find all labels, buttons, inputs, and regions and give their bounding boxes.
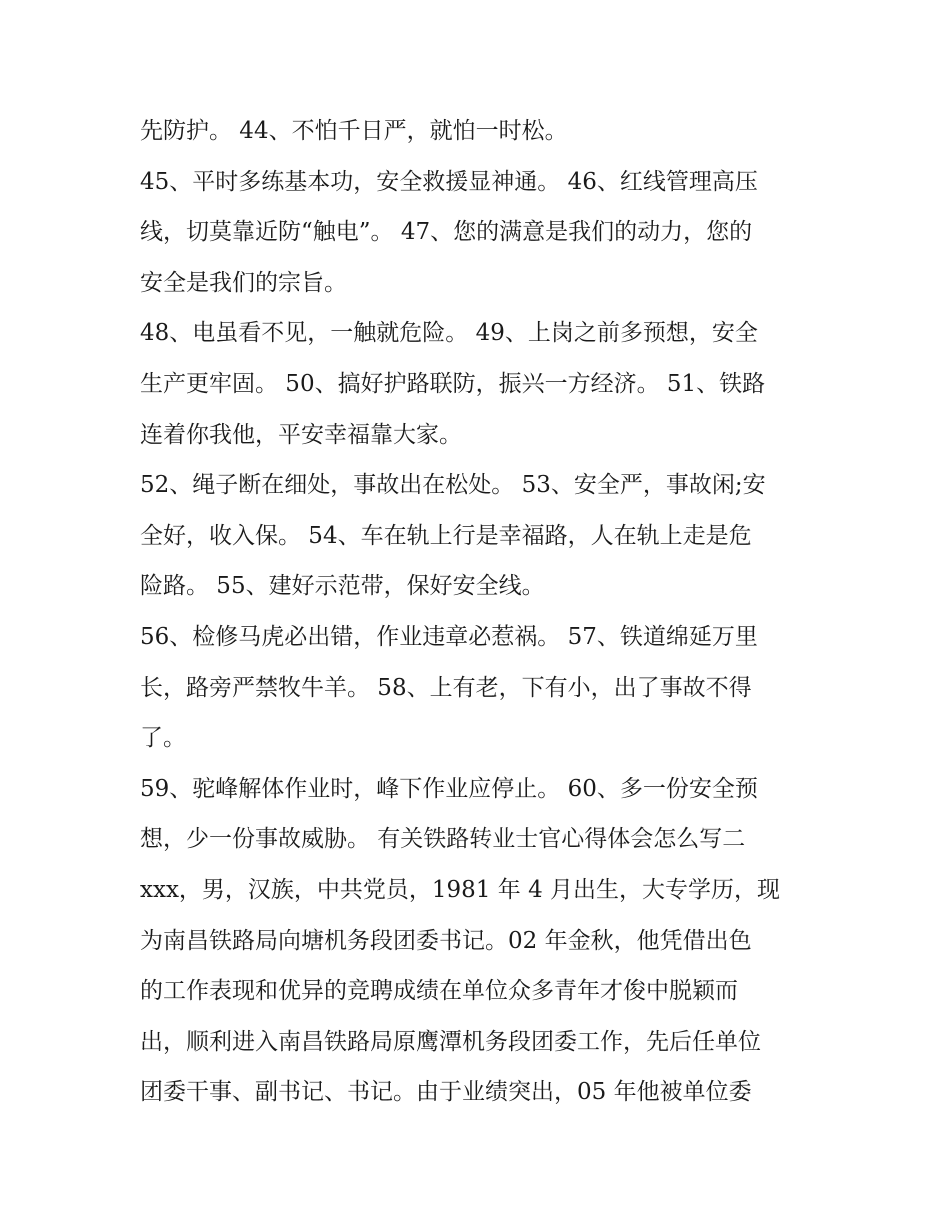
text-line: 想，少一份事故威胁。 有关铁路转业士官心得体会怎么写二 xyxy=(140,826,746,853)
text-line: 全好，收入保。 54、车在轨上行是幸福路，人在轨上走是危 xyxy=(140,522,752,549)
text-line: 了。 xyxy=(140,725,186,752)
text-line: 56、检修马虎必出错，作业违章必惹祸。 57、铁道绵延万里 xyxy=(140,623,758,650)
text-line: 安全是我们的宗旨。 xyxy=(140,269,347,296)
text-line: 出，顺利进入南昌铁路局原鹰潭机务段团委工作，先后任单位 xyxy=(140,1028,761,1055)
document-body xyxy=(140,109,820,1121)
text-line: 的工作表现和优异的竞聘成绩在单位众多青年才俊中脱颖而 xyxy=(140,978,738,1005)
text-line: 52、绳子断在细处，事故出在松处。 53、安全严，事故闲;安 xyxy=(140,472,766,499)
text-line: 连着你我他，平安幸福靠大家。 xyxy=(140,421,462,448)
text-line: 先防护。 44、不怕千日严，就怕一时松。 xyxy=(140,118,568,144)
text-line: 为南昌铁路局向塘机务段团委书记。02 年金秋，他凭借出色 xyxy=(140,927,752,954)
text-line: 48、电虽看不见，一触就危险。 49、上岗之前多预想，安全 xyxy=(140,320,758,347)
text-line: 长，路旁严禁牧牛羊。 58、上有老，下有小，出了事故不得 xyxy=(140,674,752,701)
text-line: 生产更牢固。 50、搞好护路联防，振兴一方经济。 51、铁路 xyxy=(140,370,766,397)
text-line: 59、驼峰解体作业时，峰下作业应停止。 60、多一份安全预 xyxy=(140,775,758,802)
text-line: 线，切莫靠近防“触电”。 47、您的满意是我们的动力，您的 xyxy=(140,219,753,246)
text-line: 团委干事、副书记、书记。由于业绩突出，05 年他被单位委 xyxy=(140,1079,752,1106)
text-line: xxx，男，汉族，中共党员，1981 年 4 月出生，大专学历，现 xyxy=(140,876,781,903)
text-line: 45、平时多练基本功，安全救援显神通。 46、红线管理高压 xyxy=(140,168,758,195)
text-line: 险路。 55、建好示范带，保好安全线。 xyxy=(140,573,545,600)
